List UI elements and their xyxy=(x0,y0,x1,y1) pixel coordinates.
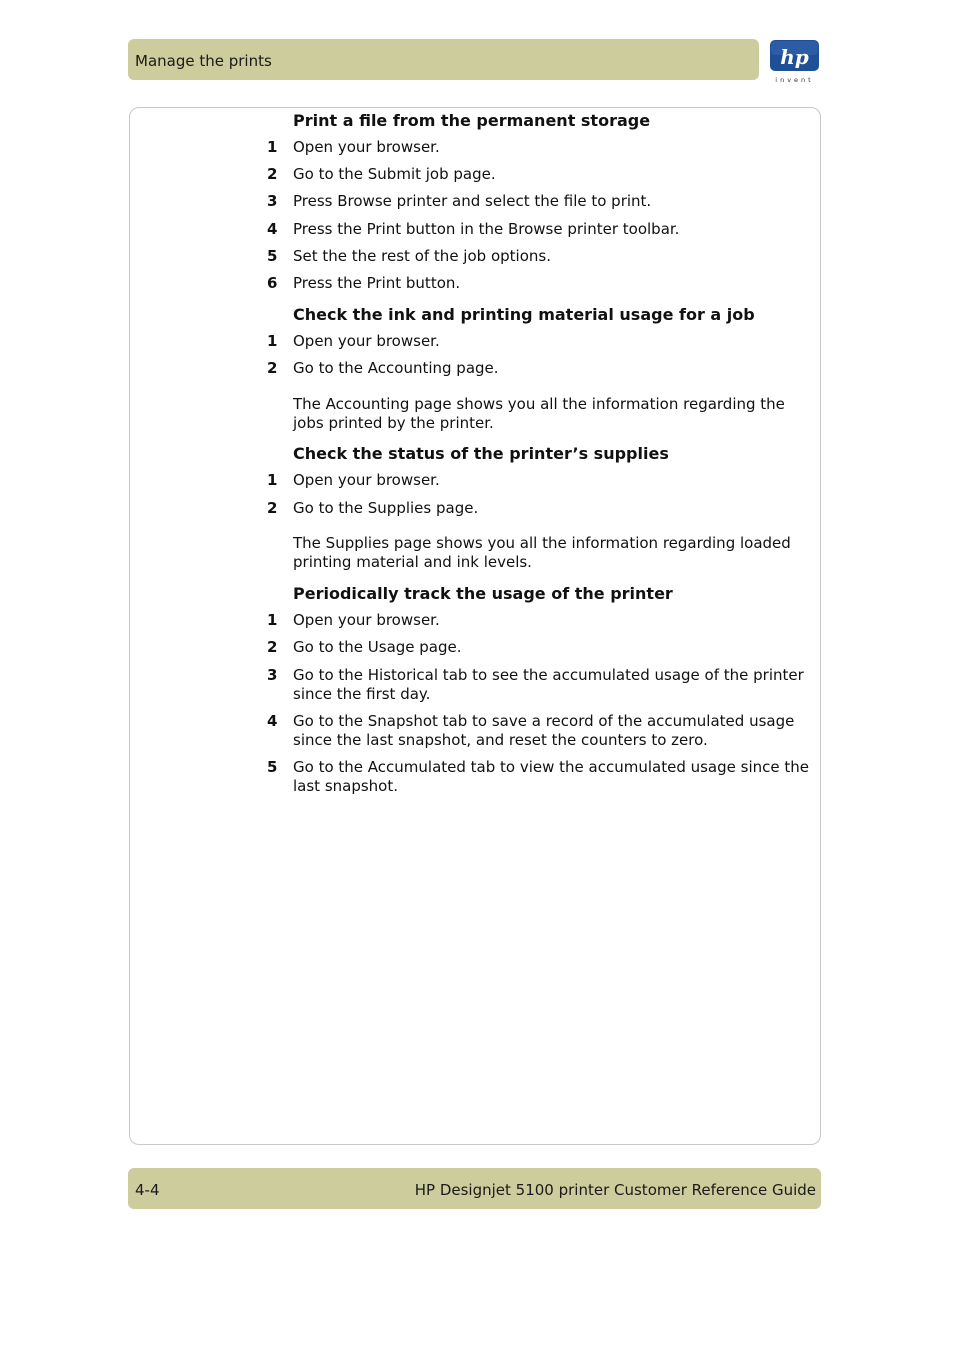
step-number: 1 xyxy=(267,138,278,156)
step-number: 3 xyxy=(267,666,278,684)
step-number: 2 xyxy=(267,499,278,517)
step-text: Go to the Historical tab to see the accumulated usage of the printer since the first day. xyxy=(293,666,804,703)
step-number: 4 xyxy=(267,220,278,238)
svg-text:hp: hp xyxy=(780,45,809,69)
step-number: 2 xyxy=(267,359,278,377)
step-text: Open your browser. xyxy=(293,611,440,629)
page-number: 4-4 xyxy=(135,1181,160,1199)
step-text: Go to the Accounting page. xyxy=(293,359,499,377)
step-text: Set the the rest of the job options. xyxy=(293,247,551,265)
step-text: Press Browse printer and select the file to print. xyxy=(293,192,652,210)
step-text: Go to the Supplies page. xyxy=(293,499,479,517)
step-number: 1 xyxy=(267,332,278,350)
logo-text: invent xyxy=(775,76,814,84)
section-heading: Check the status of the printer’s supplies xyxy=(293,444,669,463)
step-text: Open your browser. xyxy=(293,332,440,350)
section-note: The Accounting page shows you all the information regarding the jobs printed by the printer. xyxy=(293,395,785,432)
step-number: 1 xyxy=(267,611,278,629)
step-text: Go to the Snapshot tab to save a record of the accumulated usage since the last snapshot, and reset the counters to zero. xyxy=(293,712,795,749)
section-heading: Print a file from the permanent storage xyxy=(293,111,651,130)
guide-title: HP Designjet 5100 printer Customer Reference Guide xyxy=(414,1181,816,1199)
step-number: 5 xyxy=(267,247,278,265)
section-heading: Periodically track the usage of the printer xyxy=(293,584,673,603)
step-number: 5 xyxy=(267,758,278,776)
step-number: 6 xyxy=(267,274,278,292)
section-heading: Check the ink and printing material usage for a job xyxy=(293,305,755,324)
step-text: Open your browser. xyxy=(293,138,440,156)
step-text: Go to the Accumulated tab to view the accumulated usage since the last snapshot. xyxy=(293,758,809,795)
hp-logo-icon xyxy=(768,38,822,84)
step-number: 1 xyxy=(267,471,278,489)
step-text: Go to the Submit job page. xyxy=(293,165,496,183)
step-number: 4 xyxy=(267,712,278,730)
header-bar xyxy=(128,39,759,80)
step-text: Press the Print button in the Browse printer toolbar. xyxy=(293,220,680,238)
step-number: 2 xyxy=(267,165,278,183)
section-note: The Supplies page shows you all the information regarding loaded printing material and ink levels. xyxy=(293,534,791,571)
step-number: 3 xyxy=(267,192,278,210)
section-title: Manage the prints xyxy=(135,52,272,70)
footer-bar xyxy=(128,1168,821,1209)
step-text: Open your browser. xyxy=(293,471,440,489)
step-text: Press the Print button. xyxy=(293,274,461,292)
step-text: Go to the Usage page. xyxy=(293,638,462,656)
step-number: 2 xyxy=(267,638,278,656)
